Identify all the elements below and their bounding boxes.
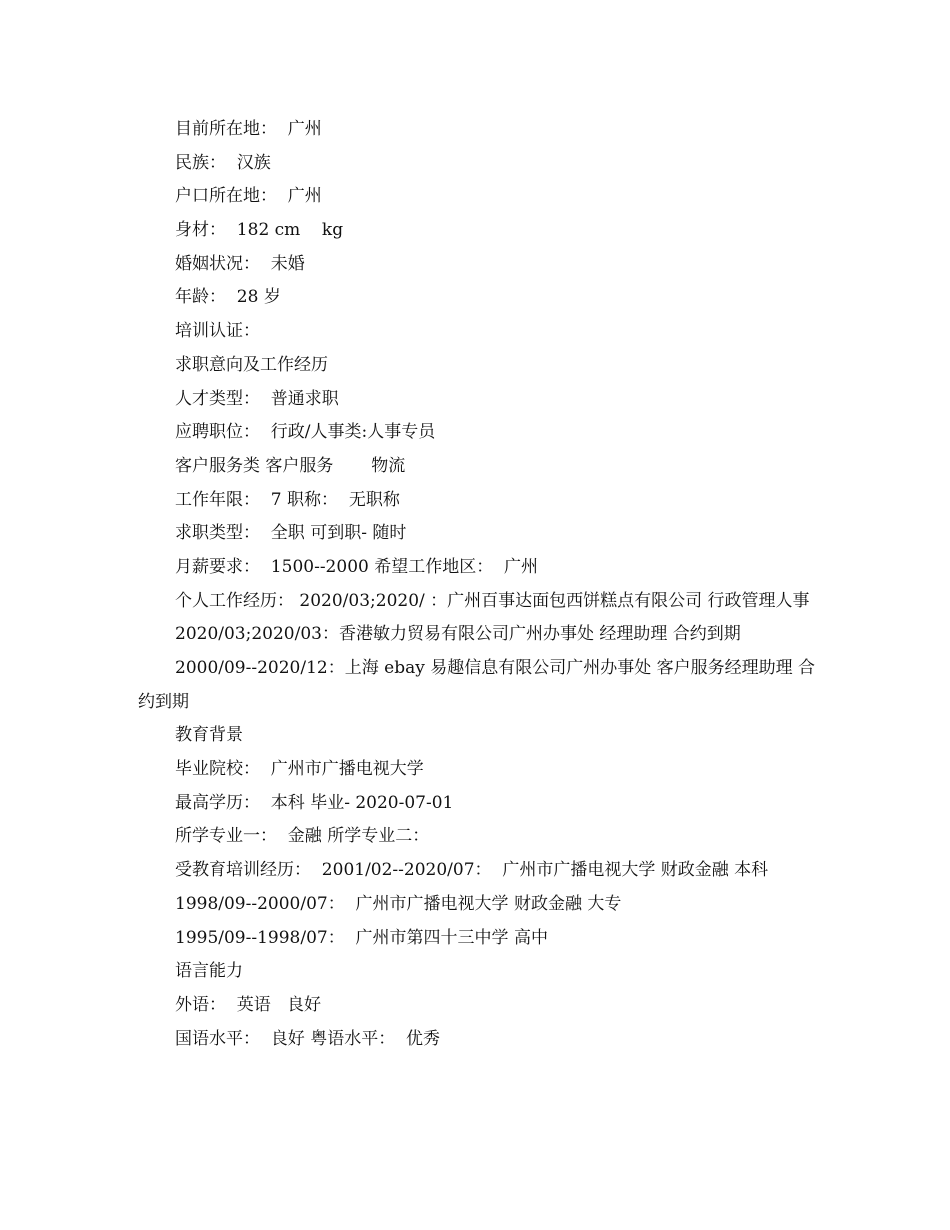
highest-degree-line: 最高学历： 本科 毕业- 2020-07-01 (175, 792, 454, 813)
age-line: 年龄： 28 岁 (175, 287, 281, 308)
major-line: 所学专业一： 金融 所学专业二： (175, 826, 430, 847)
mandarin-cantonese-line: 国语水平： 良好 粤语水平： 优秀 (175, 1028, 441, 1049)
job-intention-heading: 求职意向及工作经历 (175, 354, 328, 375)
education-history-line: 1998/09--2000/07： 广州市广播电视大学 财政金融 大专 (175, 893, 622, 914)
applied-position-line: 应聘职位： 行政/人事类:人事专员 (175, 422, 436, 443)
marital-status-line: 婚姻状况： 未婚 (175, 253, 305, 274)
work-experience-entry: 2020/03;2020/03：香港敏力贸易有限公司广州办事处 经理助理 合约到期 (175, 624, 741, 645)
graduated-school-line: 毕业院校： 广州市广播电视大学 (175, 759, 424, 780)
work-years-line: 工作年限： 7 职称： 无职称 (175, 489, 400, 510)
ethnicity-line: 民族： 汉族 (175, 152, 271, 173)
resume-body (138, 113, 818, 1056)
work-experience-paragraph: 个人工作经历： 2020/03;2020/ ：广州百事达面包西饼糕点有限公司 行政管理人事 (175, 590, 810, 611)
work-experience-entry: 2000/09--2020/12：上海 ebay 易趣信息有限公司广州办事处 客户服务经理助理 合约到期 (138, 658, 816, 712)
education-history-line: 受教育培训经历： 2001/02--2020/07： 广州市广播电视大学 财政金融 本科 (175, 860, 769, 881)
physique-line: 身材： 182 cm kg (175, 220, 344, 241)
current-location-line: 目前所在地： 广州 (175, 119, 322, 139)
foreign-language-line: 外语： 英语 良好 (175, 994, 322, 1015)
education-history-line: 1995/09--1998/07： 广州市第四十三中学 高中 (175, 927, 548, 948)
education-heading: 教育背景 (175, 725, 243, 746)
salary-line: 月薪要求： 1500--2000 希望工作地区： 广州 (175, 556, 539, 577)
language-heading: 语言能力 (175, 961, 243, 982)
talent-type-line: 人才类型： 普通求职 (175, 388, 339, 409)
training-certification-line: 培训认证： (175, 321, 260, 342)
customer-service-line: 客户服务类 客户服务 物流 (175, 455, 406, 476)
job-type-line: 求职类型： 全职 可到职- 随时 (175, 523, 407, 544)
household-registration-line: 户口所在地： 广州 (175, 186, 322, 207)
